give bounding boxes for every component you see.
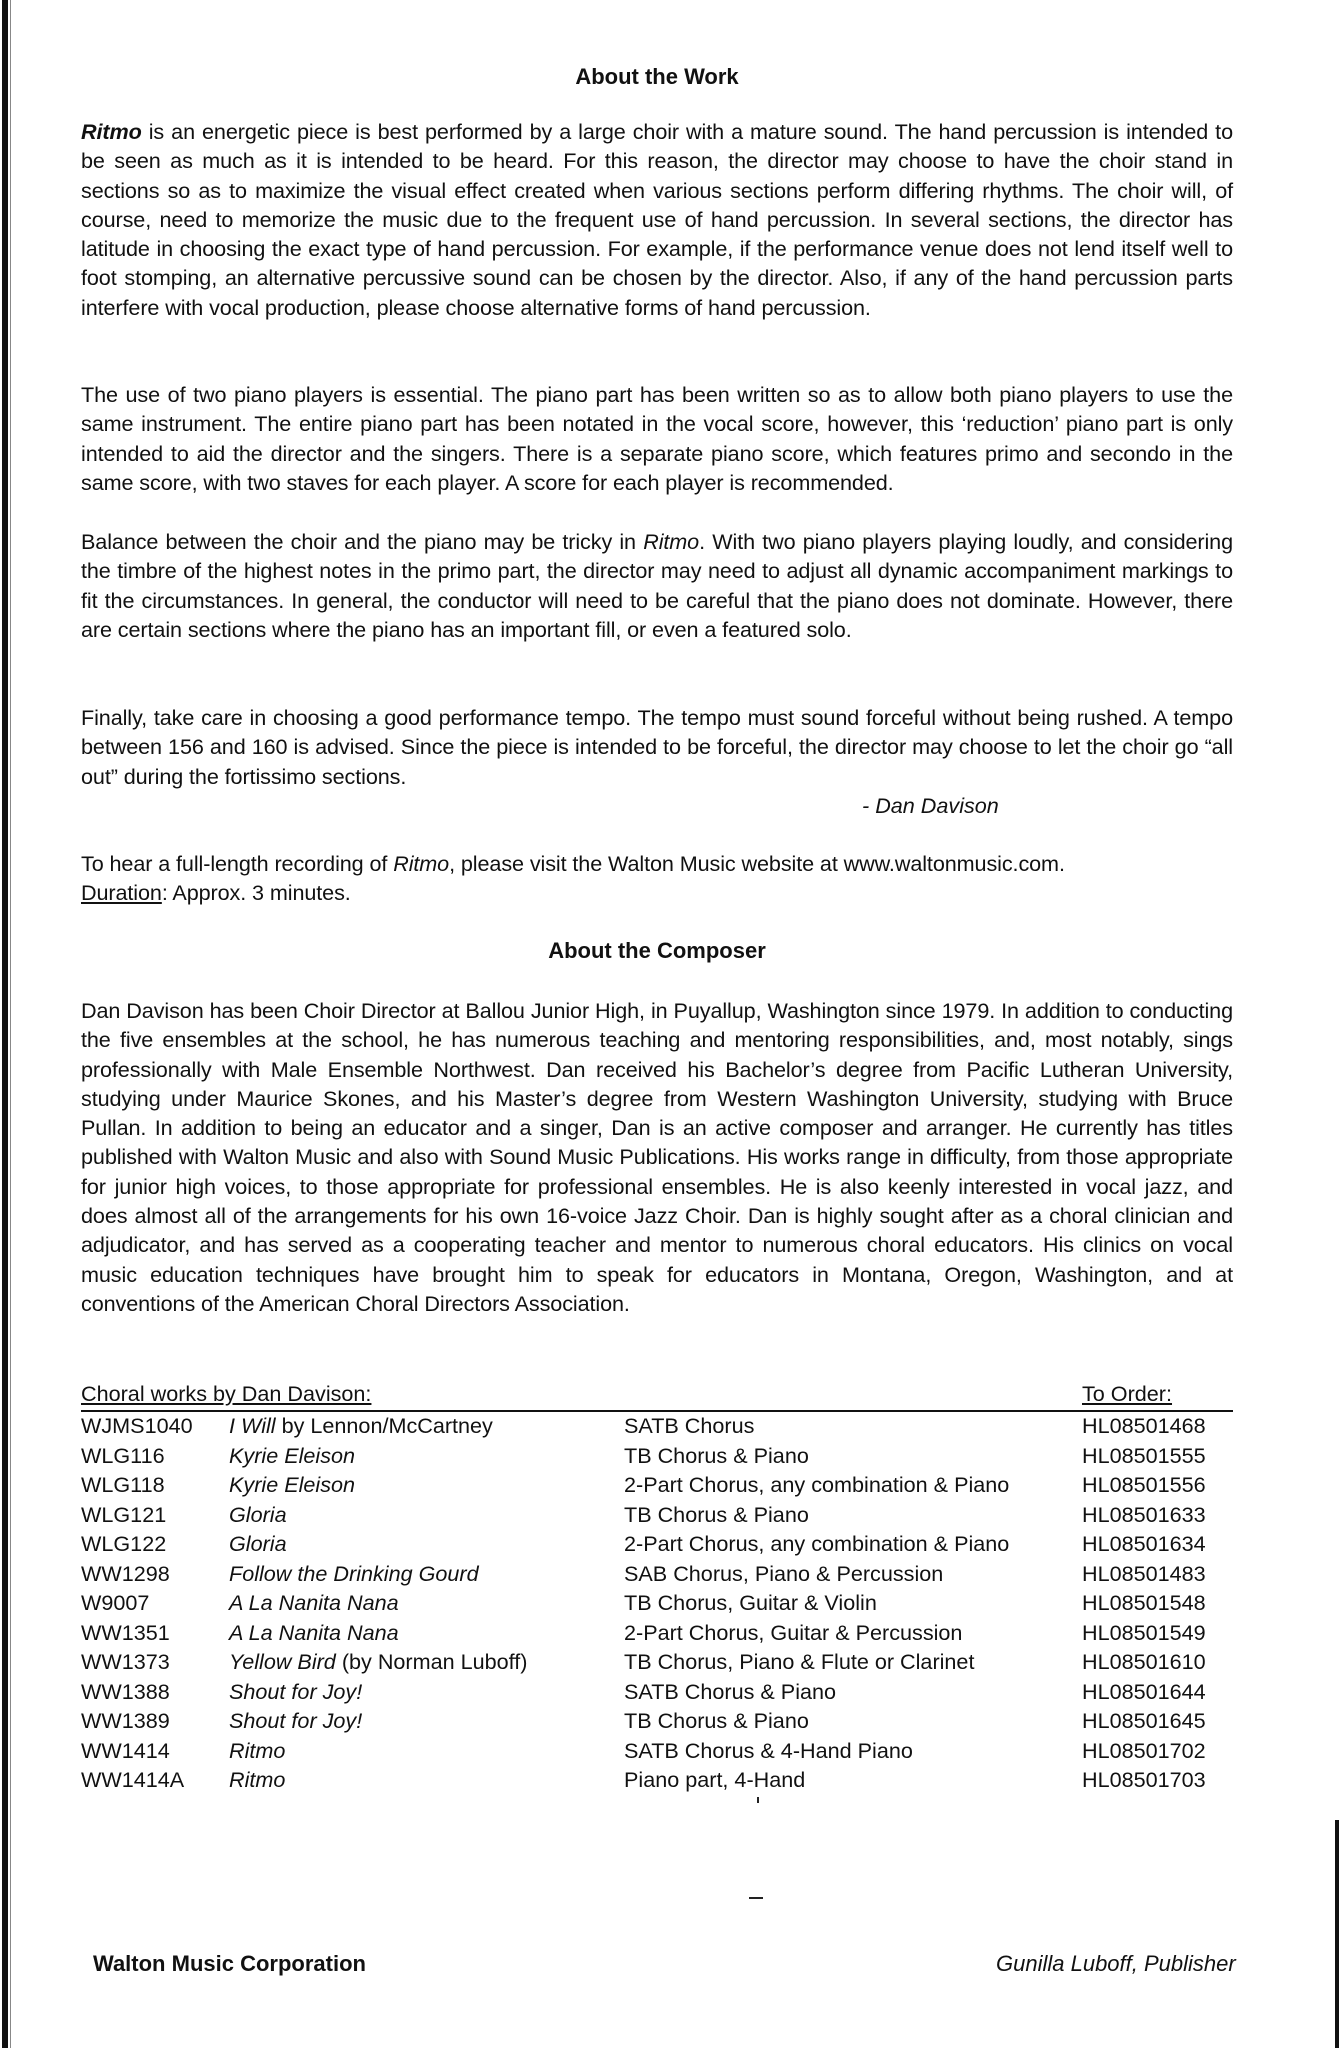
works-table	[81, 1411, 1233, 1795]
table-row	[81, 1647, 1233, 1677]
table-row	[81, 1559, 1233, 1589]
order-number: HL08501483	[1082, 1560, 1206, 1586]
catalog-code: WW1298	[81, 1560, 170, 1586]
work-title: Shout for Joy!	[229, 1678, 363, 1704]
table-row	[81, 1618, 1233, 1648]
catalog-code: WW1373	[81, 1649, 170, 1674]
order-number: HL08501549	[1082, 1619, 1206, 1645]
voicing: 2-Part Chorus, Guitar & Percussion	[624, 1619, 963, 1645]
catalog-code: WW1388	[81, 1678, 170, 1704]
catalog-code: WW1351	[81, 1619, 170, 1645]
about-work-paragraph-4: Finally, take care in choosing a good performance tempo. The tempo must sound forceful without being rushed. A tempo between 156 and 160 is advised. Since the piece is intended to be forceful, the director may choose to let the choir go “all out” during the fortissimo sections.	[81, 705, 1233, 789]
about-composer-heading: About the Composer	[548, 938, 766, 963]
work-title: I Will by Lennon/McCartney	[229, 1413, 493, 1438]
work-title: Kyrie Eleison	[229, 1472, 356, 1497]
work-title: Shout for Joy!	[229, 1708, 363, 1733]
scan-speck	[757, 1797, 759, 1803]
order-column-header: To Order:	[1082, 1381, 1173, 1406]
order-number: HL08501633	[1082, 1501, 1206, 1527]
order-number: HL08501610	[1082, 1649, 1206, 1674]
table-row	[81, 1706, 1233, 1736]
voicing: Piano part, 4-Hand	[624, 1767, 806, 1792]
duration-label: Duration	[81, 880, 162, 905]
scan-speck	[749, 1897, 763, 1899]
recording-text-a: To hear a full-length recording of	[81, 851, 394, 876]
table-row	[81, 1677, 1233, 1707]
author-attribution: - Dan Davison	[862, 793, 999, 818]
ritmo-title-italic: Ritmo	[393, 851, 450, 876]
order-number: HL08501702	[1082, 1737, 1206, 1763]
publisher-company: Walton Music Corporation	[93, 1951, 366, 1976]
table-row	[81, 1588, 1233, 1618]
voicing: TB Chorus, Guitar & Violin	[624, 1590, 877, 1615]
voicing: TB Chorus & Piano	[624, 1442, 809, 1468]
paragraph-3-text-a: Balance between the choir and the piano may be tricky in	[81, 529, 644, 554]
order-number: HL08501644	[1082, 1678, 1206, 1704]
ritmo-title-italic: Ritmo	[643, 529, 700, 554]
catalog-code: WW1389	[81, 1708, 170, 1733]
order-number: HL08501645	[1082, 1708, 1206, 1733]
order-number: HL08501556	[1082, 1472, 1206, 1497]
duration-info	[81, 878, 1233, 907]
work-title: Yellow Bird (by Norman Luboff)	[229, 1649, 528, 1674]
publisher-name: Gunilla Luboff, Publisher	[996, 1951, 1236, 1976]
catalog-code: WLG121	[81, 1501, 167, 1527]
about-work-paragraph-3	[81, 527, 1233, 644]
duration-value: : Approx. 3 minutes.	[161, 880, 351, 905]
scan-border-left	[2, 0, 8, 2048]
work-title: Ritmo	[229, 1767, 286, 1792]
order-number: HL08501634	[1082, 1531, 1206, 1556]
paragraph-3-text-b: . With two piano players playing loudly, and considering the timbre of the highest notes in the primo part, the director may need to adjust all dynamic accompaniment markings to fit the circumstances. In general, the conductor will need to be careful that the piano does not dominate. However, there are certain sections where the piano has an important fill, or even a featured solo.	[81, 529, 1233, 642]
work-title: A La Nanita Nana	[229, 1619, 399, 1645]
paragraph-1-text: is an energetic piece is best performed by a large choir with a mature sound. The hand percussion is intended to be seen as much as it is intended to be heard. For this reason, the director may choose to have the choir stand in sections so as to maximize the visual effect created when various sections perform differing rhythms. The choir will, of course, need to memorize the music due to the frequent use of hand percussion. In several sections, the director has latitude in choosing the exact type of hand percussion. For example, if the performance venue does not lend itself well to foot stomping, an alternative percussive sound can be chosen by the director. Also, if any of the hand percussion parts interfere with vocal production, please choose alternative forms of hand percussion.	[81, 119, 1233, 320]
work-title: Gloria	[229, 1531, 287, 1556]
voicing: 2-Part Chorus, any combination & Piano	[624, 1531, 1010, 1556]
catalog-code: W9007	[81, 1590, 150, 1615]
table-row	[81, 1441, 1233, 1471]
work-title: Ritmo	[229, 1737, 286, 1763]
voicing: TB Chorus & Piano	[624, 1708, 809, 1733]
work-title: A La Nanita Nana	[229, 1590, 399, 1615]
catalog-code: WLG122	[81, 1531, 167, 1556]
order-number: HL08501548	[1082, 1590, 1206, 1615]
work-title: Follow the Drinking Gourd	[229, 1560, 479, 1586]
voicing: TB Chorus & Piano	[624, 1501, 809, 1527]
voicing: SAB Chorus, Piano & Percussion	[624, 1560, 944, 1586]
catalog-code: WW1414	[81, 1737, 170, 1763]
about-work-paragraph-2: The use of two piano players is essential. The piano part has been written so as to allow both piano players to use the same instrument. The entire piano part has been notated in the vocal score, however, this ‘reduction’ piano part is only intended to aid the director and the singers. There is a separate piano score, which features primo and secondo in the same score, with two staves for each player. A score for each player is recommended.	[81, 382, 1233, 495]
table-row	[81, 1470, 1233, 1500]
order-number: HL08501468	[1082, 1413, 1206, 1438]
table-row	[81, 1529, 1233, 1559]
composer-bio: Dan Davison has been Choir Director at Ballou Junior High, in Puyallup, Washington since 1979. In addition to conducting the five ensembles at the school, he has numerous teaching and mentoring responsibilities, and, most notably, sings professionally with Male Ensemble Northwest. Dan received his Bachelor’s degree from Pacific Lutheran University, studying under Maurice Skones, and his Master’s degree from Western Washington University, studying with Bruce Pullan. In addition to being an educator and a singer, Dan is an active composer and arranger. He currently has titles published with Walton Music and also with Sound Music Publications. His works range in difficulty, from those appropriate for junior high voices, to those appropriate for professional ensembles. He is also keenly interested in vocal jazz, and does almost all of the arrangements for his own 16-voice Jazz Choir. Dan is highly sought after as a choral clinician and adjudicator, and has served as a cooperating teacher and mentor to numerous choral educators. His clinics on vocal music education techniques have brought him to speak for educators in Montana, Oregon, Washington, and at conventions of the American Choral Directors Association.	[81, 998, 1233, 1316]
recording-info	[81, 849, 1233, 878]
catalog-code: WLG118	[81, 1472, 165, 1497]
works-table-header	[81, 1380, 1233, 1412]
about-work-paragraph-1	[81, 117, 1233, 322]
catalog-code: WW1414A	[81, 1767, 185, 1792]
table-row	[81, 1736, 1233, 1766]
table-row	[81, 1411, 1233, 1441]
voicing: SATB Chorus	[624, 1413, 755, 1438]
catalog-code: WLG116	[81, 1442, 165, 1468]
voicing: TB Chorus, Piano & Flute or Clarinet	[624, 1649, 975, 1674]
voicing: 2-Part Chorus, any combination & Piano	[624, 1472, 1010, 1497]
work-title: Gloria	[229, 1501, 287, 1527]
voicing: SATB Chorus & 4-Hand Piano	[624, 1737, 913, 1763]
table-row	[81, 1765, 1233, 1795]
table-row	[81, 1500, 1233, 1530]
order-number: HL08501703	[1082, 1767, 1206, 1792]
about-work-heading: About the Work	[575, 64, 739, 89]
catalog-code: WJMS1040	[81, 1413, 193, 1438]
order-number: HL08501555	[1082, 1442, 1206, 1468]
recording-text-b: , please visit the Walton Music website at www.waltonmusic.com.	[449, 851, 1065, 876]
work-title: Kyrie Eleison	[229, 1442, 356, 1468]
scan-border-right	[1335, 1820, 1339, 2048]
scan-border-left-thin	[10, 0, 11, 2048]
voicing: SATB Chorus & Piano	[624, 1678, 837, 1704]
ritmo-title-bold: Ritmo	[81, 119, 142, 144]
works-table-title: Choral works by Dan Davison:	[81, 1381, 372, 1406]
